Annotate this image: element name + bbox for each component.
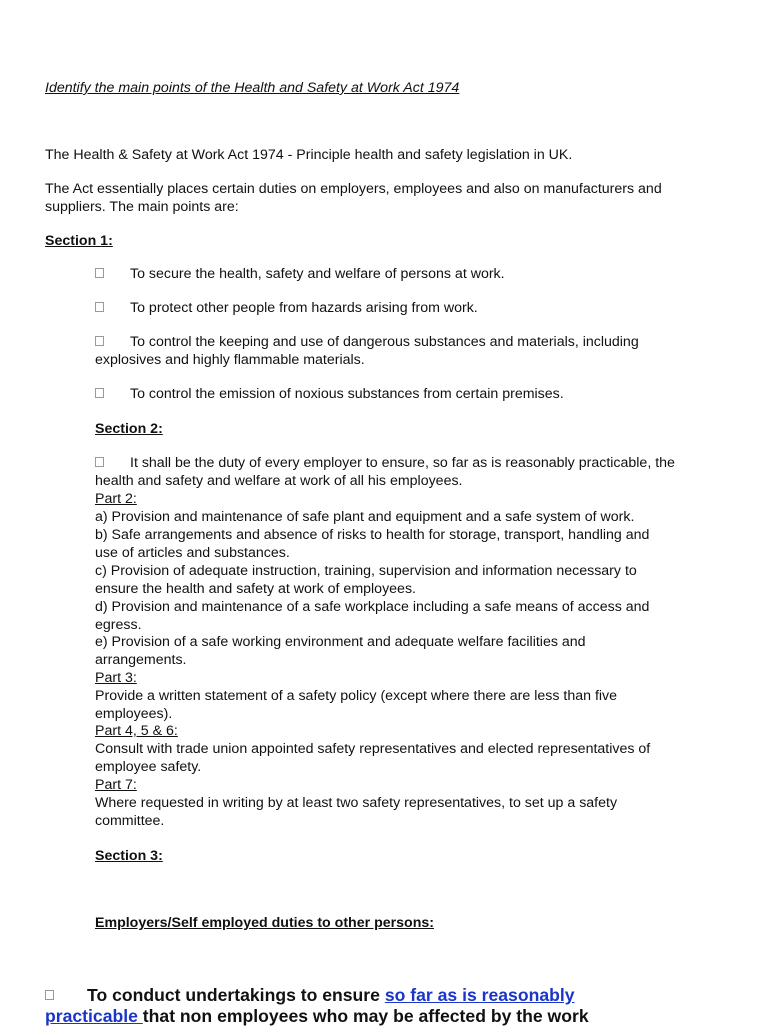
section-1-heading: Section 1: (45, 233, 113, 249)
part-4-5-6-line: employee safety. (95, 759, 202, 775)
section-3-bullet-line-1 (87, 984, 575, 1006)
document-title: Identify the main points of the Health and Safety at Work Act 1974 (45, 80, 460, 96)
part-2-line: a) Provision and maintenance of safe plant and equipment and a safe system of work. (95, 509, 635, 525)
checkbox-bullet-icon (95, 302, 104, 312)
part-7-line: committee. (95, 813, 165, 829)
section-2-duty-line-2: health and safety and welfare at work of all his employees. (95, 473, 463, 489)
checkbox-bullet-icon (95, 457, 104, 467)
intro-paragraph-2-line-1: The Act essentially places certain duties on employers, employees and also on manufacturers and (45, 181, 662, 197)
checkbox-bullet-icon (95, 388, 104, 398)
section-1-item-2: To protect other people from hazards arising from work. (130, 300, 478, 316)
part-3-line: Provide a written statement of a safety policy (except where there are less than five (95, 688, 618, 704)
reasonably-practicable-link[interactable]: so far as is reasonably (384, 985, 575, 1005)
part-2-line: ensure the health and safety at work of employees. (95, 581, 416, 597)
part-7-line: Where requested in writing by at least two safety representatives, to set up a safety (95, 795, 618, 811)
part-2-label: Part 2: (95, 491, 137, 507)
checkbox-bullet-icon (45, 990, 54, 1000)
section-1-item-4: To control the emission of noxious substances from certain premises. (130, 386, 564, 402)
section-3-heading: Section 3: (95, 848, 163, 864)
part-3-line: employees). (95, 706, 173, 722)
part-2-line: egress. (95, 617, 142, 633)
reasonably-practicable-link-continued[interactable]: practicable (45, 1006, 143, 1026)
section-1-item-3-line-1: To control the keeping and use of dangerous substances and materials, including (130, 334, 639, 350)
section-2-duty-line-1: It shall be the duty of every employer to ensure, so far as is reasonably practicable, the (130, 455, 675, 471)
part-4-5-6-label: Part 4, 5 & 6: (95, 723, 178, 739)
part-3-label: Part 3: (95, 670, 137, 686)
part-2-line: c) Provision of adequate instruction, training, supervision and information necessary to (95, 563, 637, 579)
intro-paragraph-1: The Health & Safety at Work Act 1974 - Principle health and safety legislation in UK. (45, 147, 573, 163)
part-7-label: Part 7: (95, 777, 137, 793)
section-3-subheading: Employers/Self employed duties to other persons: (95, 915, 434, 931)
part-4-5-6-line: Consult with trade union appointed safety representatives and elected representatives of (95, 741, 651, 757)
part-2-line: use of articles and substances. (95, 545, 290, 561)
part-2-line: d) Provision and maintenance of a safe workplace including a safe means of access and (95, 599, 650, 615)
section-1-item-3-line-2: explosives and highly flammable materials. (95, 352, 365, 368)
intro-paragraph-2-line-2: suppliers. The main points are: (45, 199, 239, 215)
part-2-line: b) Safe arrangements and absence of risks to health for storage, transport, handling and (95, 527, 650, 543)
section-3-bullet-text: that non employees who may be affected by the work (142, 1006, 589, 1026)
section-3-bullet-text: To conduct undertakings to ensure (87, 985, 385, 1005)
part-2-line: arrangements. (95, 652, 187, 668)
part-2-line: e) Provision of a safe working environment and adequate welfare facilities and (95, 634, 586, 650)
section-2-heading: Section 2: (95, 421, 163, 437)
section-1-item-1: To secure the health, safety and welfare of persons at work. (130, 266, 505, 282)
checkbox-bullet-icon (95, 268, 104, 278)
checkbox-bullet-icon (95, 336, 104, 346)
